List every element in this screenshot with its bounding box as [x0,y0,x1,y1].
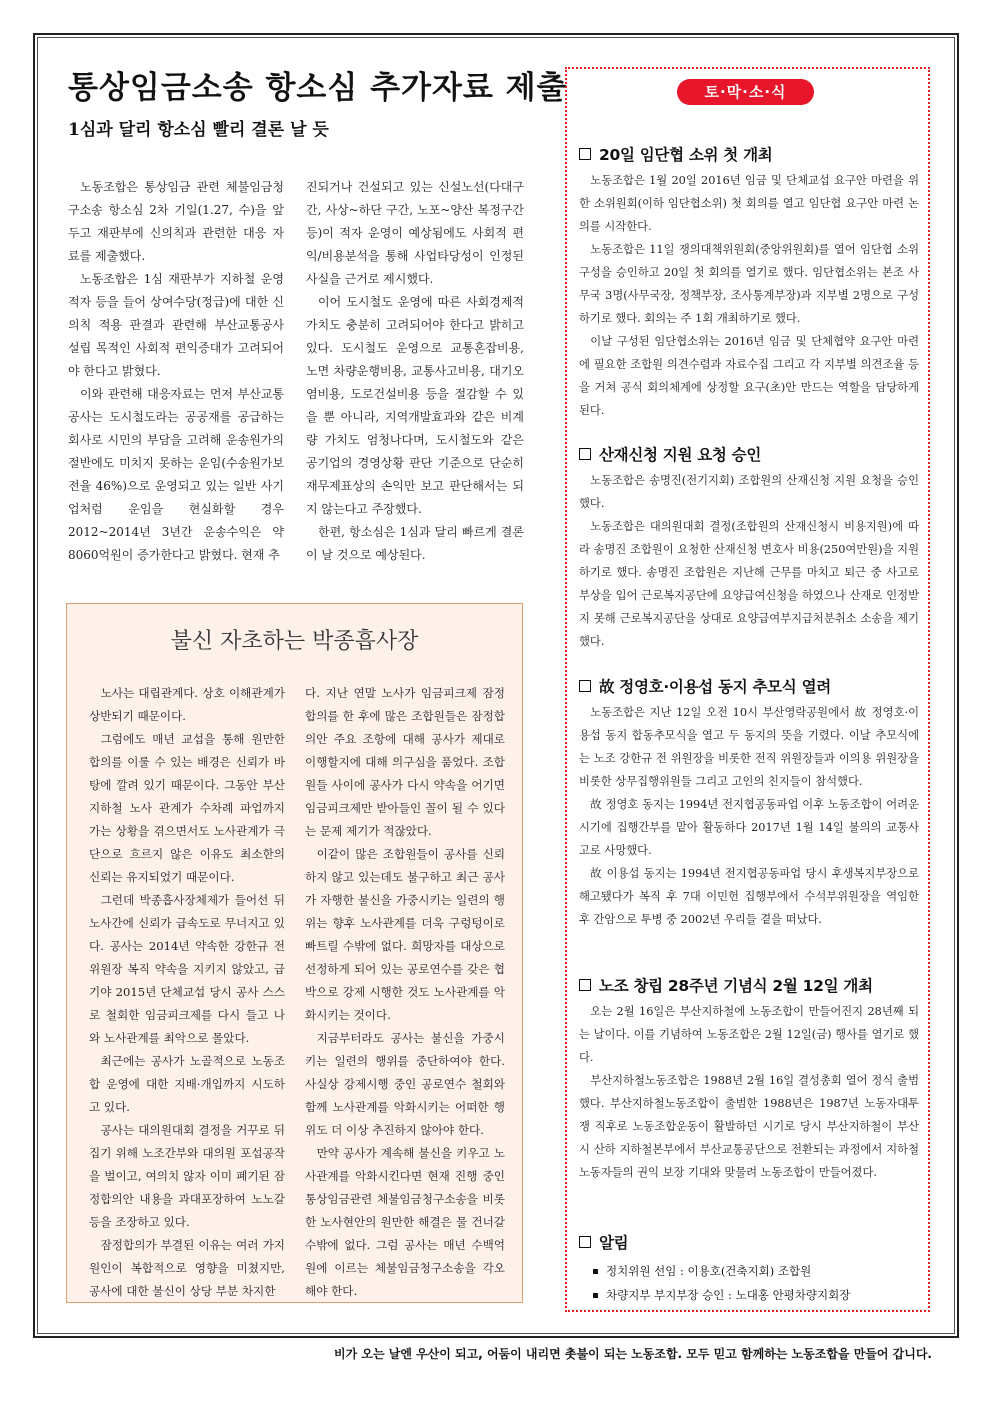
section-paragraph: 노동조합은 11일 쟁의대책위원회(중앙위원회)를 열어 임단협 소위 구성을 승인하고 20일 첫 회의를 열기로 했다. 임단협소위는 본조 사무국 3명(사무국장, 정책부장, 조사통계부장)과 지부별 2명으로 구성하기로 했다. 회의는 주 1회 개최하기로 했다. [579,243,919,325]
article-column-2 [306,176,524,567]
editorial-paragraph: 잠정합의가 부결된 이유는 여러 가지 원인이 복합적으로 영향을 미쳤지만, 공사에 대한 불신이 상당 부분 차지한 [89,1238,285,1298]
checkbox-square-icon [579,680,591,692]
editorial-paragraph: 그런데 박종흡사장체제가 들어선 뒤 노사간에 신뢰가 급속도로 무너지고 있다. 공사는 2014년 약속한 강한규 전 위원장 복직 약속을 지키지 않았고, 급기야 2015년 단체교섭 당시 공사 스스로 철회한 임금피크제를 다시 들고 나와 노사관계를 최악으로 몰았다. [89,893,285,1045]
editorial-box [66,603,523,1303]
article-paragraph: 진되거나 건설되고 있는 신설노선(다대구간, 사상~하단 구간, 노포~양산 복정구간 등)이 적자 운영이 예상됨에도 사회적 편익/비용분석을 통해 사업타당성이 인정된 사실을 근거로 제시했다. [306,180,524,286]
article-paragraph: 한편, 항소심은 1심과 달리 빠르게 결론이 날 것으로 예상된다. [306,525,524,562]
section-paragraph: 노동조합은 대의원대회 결정(조합원의 산재신청시 비용지원)에 따라 송명진 조합원이 요청한 산재신청 변호사 비용(250여만원)을 지원하기로 했다. 송명진 조합원은 지난해 근무를 마치고 퇴근 중 사고로 부상을 입어 근로복지공단에 요양급여신청을 하였으나 산재로 인정받지 못해 근로복지공단을 상대로 요양급여부지급처분취소 소송을 제기했다. [579,520,919,648]
editorial-paragraph: 최근에는 공사가 노골적으로 노동조합 운영에 대한 지배·개입까지 시도하고 있다. [89,1054,285,1114]
checkbox-square-icon [579,148,591,160]
editorial-paragraph: 그럼에도 매년 교섭을 통해 원만한 합의를 이룰 수 있는 배경은 신뢰가 바탕에 깔려 있기 때문이다. 그동안 부산지하철 노사 관계가 수차례 파업까지 가는 상황을 겪으면서도 노사관계가 극단으로 흐르지 않은 이유도 최소한의 신뢰는 유지되었기 때문이다. [89,732,285,884]
sidebar-section-bargaining [579,143,919,422]
section-paragraph: 故 정영호 동지는 1994년 전지협공동파업 이후 노동조합이 어려운 시기에 집행간부를 맡아 활동하다 2017년 1월 14일 불의의 교통사고로 사망했다. [579,798,919,857]
news-sidebar [565,67,930,1312]
article-column-1 [68,176,284,567]
editorial-paragraph: 이같이 많은 조합원들이 공사를 신뢰하지 않고 있는데도 불구하고 최근 공사가 자행한 불신을 가중시키는 일련의 행위는 향후 노사관계를 더욱 구렁텅이로 빠트릴 수밖에 없다. 희망자를 대상으로 선정하게 되어 있는 공로연수를 갖은 협박으로 강제 시행한 것도 노사관계를 악화시키는 것이다. [305,847,505,1022]
notice-text: 차량지부 부지부장 승인 : 노대홍 안평차량지회장 [606,1288,851,1302]
sidebar-section-anniversary [579,974,919,1184]
square-bullet-icon [593,1293,598,1298]
article-subhead: 1심과 달리 항소심 빨리 결론 날 듯 [68,120,329,140]
section-body [579,169,919,422]
section-paragraph: 노동조합은 지난 12일 오전 10시 부산영락공원에서 故 정영호·이용섭 동지 합동추모식을 열고 두 동지의 뜻을 기렸다. 이날 추모식에는 노조 강한규 전 위원장을 비롯한 전직 위원장들과 이의용 위원장을 비롯한 상무집행위원들 그리고 고인의 친지들이 참석했다. [579,706,919,788]
editorial-column-2 [305,682,505,1303]
section-paragraph: 이날 구성된 임단협소위는 2016년 임금 및 단체협약 요구안 마련에 필요한 조합원 의견수렴과 자료수집 그리고 각 지부별 의견조율 등을 거쳐 공식 회의체계에 상정할 요구(초)안 만드는 역할을 담당하게 된다. [579,335,919,417]
list-item [579,1259,919,1283]
notice-list [579,1259,919,1307]
section-paragraph: 오는 2월 16일은 부산지하철에 노동조합이 만들어진지 28년째 되는 날이다. 이를 기념하여 노동조합은 2월 12일(금) 행사를 열기로 했다. [579,1005,919,1064]
editorial-paragraph: 다. 지난 연말 노사가 임금피크제 잠정합의를 한 후에 많은 조합원들은 잠정합의안 주요 조항에 대해 공사가 제대로 이행할지에 대해 의구심을 품었다. 조합원들 사이에 공사가 다시 약속을 어기면 임금피크제만 받아들인 꼴이 될 수 있다는 문제 제기가 적잖았다. [305,686,505,838]
article-paragraph: 이와 관련해 대응자료는 먼저 부산교통공사는 도시철도라는 공공재를 공급하는 회사로 시민의 부담을 고려해 운송원가의 절반에도 미치지 못하는 운임(수송원가보전율 46%)으로 운영되고 있는 일반 사기업처럼 운임을 현실화할 경우 2012~2014년 3년간 운송수익은 약 8060억원이 증가한다고 밝혔다. 현재 추 [68,387,284,562]
section-body [579,469,919,653]
list-item [579,1283,919,1307]
section-title: 20일 임단협 소위 첫 개최 [599,146,773,164]
checkbox-square-icon [579,448,591,460]
section-heading [579,1231,919,1253]
notice-text: 정치위원 선임 : 이용호(건축지회) 조합원 [606,1264,812,1278]
section-title: 산재신청 지원 요청 승인 [599,446,762,464]
checkbox-square-icon [579,979,591,991]
section-title: 노조 창립 28주년 기념식 2월 12일 개최 [599,977,873,995]
section-heading [579,675,919,697]
footer-slogan: 비가 오는 날엔 우산이 되고, 어둠이 내리면 촛불이 되는 노동조합. 모두 믿고 함께하는 노동조합을 만들어 갑니다. [334,1347,932,1361]
editorial-column-1 [89,682,285,1303]
section-body [579,701,919,931]
section-paragraph: 노동조합은 1월 20일 2016년 임금 및 단체교섭 요구안 마련을 위한 소위원회(이하 임단협소위) 첫 회의를 열고 임단협 요구안 마련 논의를 시작한다. [579,174,919,233]
sidebar-section-industrial-accident [579,443,919,653]
editorial-paragraph: 공사는 대의원대회 결정을 거꾸로 뒤집기 위해 노조간부와 대의원 포섭공작을 벌이고, 여의치 않자 이미 폐기된 잠정합의안 내용을 과대포장하여 노노갈등을 조장하고 있다. [89,1123,285,1229]
editorial-title: 불신 자초하는 박종흡사장 [170,629,419,654]
article-paragraph: 노동조합은 통상임금 관련 체불임금청구소송 항소심 2차 기일(1.27, 수)을 앞두고 재판부에 신의칙과 관련한 대응 자료를 제출했다. [68,180,284,263]
editorial-paragraph: 만약 공사가 계속해 불신을 키우고 노사관계를 악화시킨다면 현재 진행 중인 통상임금관련 체불임금청구소송을 비롯한 노사현안의 원만한 해결은 물 건너갈 수밖에 없다. 그럼 공사는 매년 수백억원에 이르는 체불임금청구소송을 각오해야 한다. [305,1146,505,1298]
section-paragraph: 故 이용섭 동지는 1994년 전지협공동파업 당시 후생복지부장으로 해고됐다가 복직 후 7대 이민헌 집행부에서 수석부위원장을 역임한 후 간암으로 투병 중 2002년 우리들 곁을 떠났다. [579,867,919,926]
section-title: 알림 [599,1234,629,1252]
article-paragraph: 이어 도시철도 운영에 따른 사회경제적 가치도 충분히 고려되어야 한다고 밝히고 있다. 도시철도 운영으로 교통혼잡비용, 노면 차량운행비용, 교통사고비용, 대기오염비용, 도로건설비용 등을 절감할 수 있을 뿐 아니라, 지역개발효과와 같은 비계량 가치도 엄청나다며, 도시철도와 같은 공기업의 경영상황 판단 기준으로 단순히 재무제표상의 손익만 보고 판단해서는 되지 않는다고 주장했다. [306,295,524,516]
section-heading [579,974,919,996]
sidebar-section-notice [579,1231,919,1307]
sidebar-section-memorial [579,675,919,931]
section-title: 故 정영호·이용섭 동지 추모식 열려 [599,678,831,696]
section-paragraph: 부산지하철노동조합은 1988년 2월 16일 결성총회 열어 정식 출범했다. 부산지하철노동조합이 출범한 1988년은 1987년 노동자대투쟁 직후로 노동조합운동이 활발하던 시기로 당시 부산지하철이 부산시 산하 지하철본부에서 부산교통공단으로 전환되는 과정에서 지하철노동자들의 권익 보장 기대와 맞물려 노동조합이 만들어졌다. [579,1074,919,1179]
checkbox-square-icon [579,1236,591,1248]
sidebar-badge: 토·막·소·식 [677,79,814,105]
section-body [579,1000,919,1184]
article-headline: 통상임금소송 항소심 추가자료 제출 [68,70,568,106]
section-heading [579,143,919,165]
section-heading [579,443,919,465]
editorial-paragraph: 노사는 대립관계다. 상호 이해관계가 상반되기 때문이다. [89,686,285,723]
section-paragraph: 노동조합은 송명진(전기지회) 조합원의 산재신청 지원 요청을 승인했다. [579,474,919,510]
article-paragraph: 노동조합은 1심 재판부가 지하철 운영적자 등을 들어 상여수당(정급)에 대한 신의칙 적용 판결과 관련해 부산교통공사 설립 목적인 사회적 편익증대가 고려되어야 한다고 밝혔다. [68,272,284,378]
square-bullet-icon [593,1269,598,1274]
editorial-paragraph: 지금부터라도 공사는 불신을 가중시키는 일련의 행위를 중단하여야 한다. 사실상 강제시행 중인 공로연수 철회와 함께 노사관계를 악화시키는 어떠한 행위도 더 이상 추진하지 않아야 한다. [305,1031,505,1137]
